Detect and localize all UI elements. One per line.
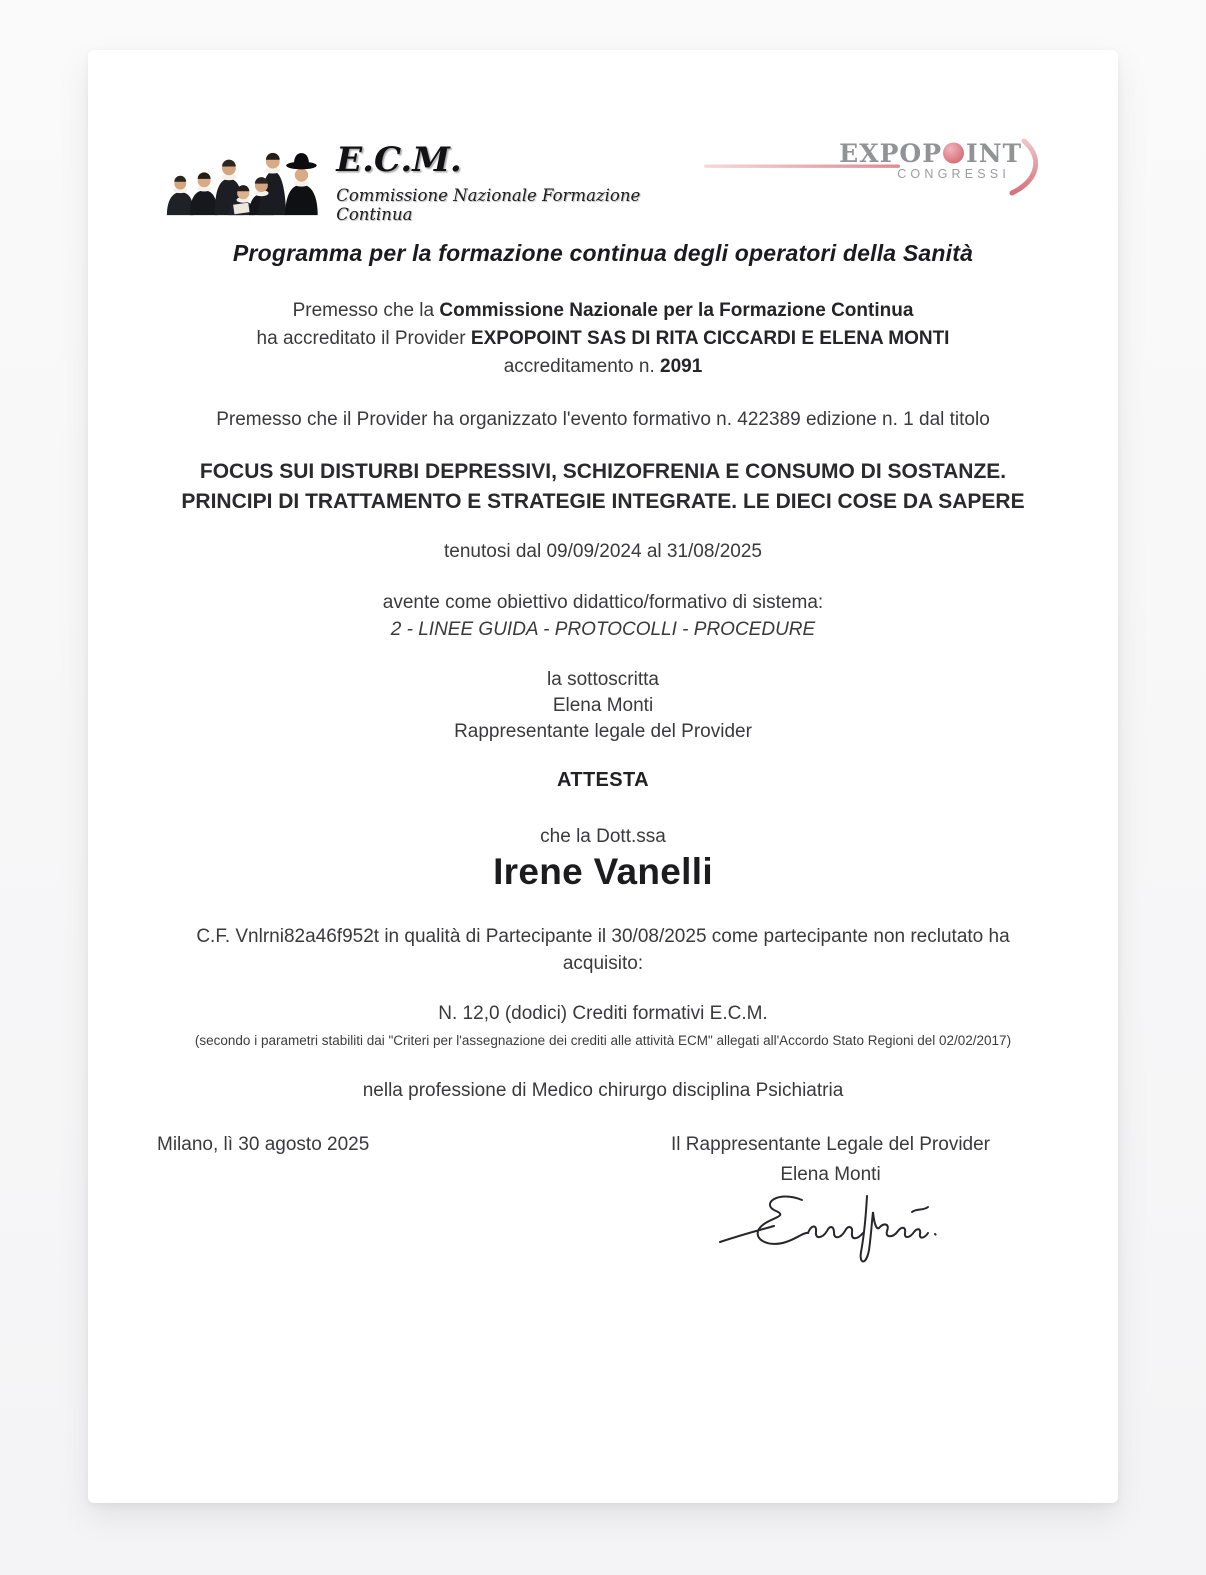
objective-value: 2 - LINEE GUIDA - PROTOCOLLI - PROCEDURE [390, 618, 816, 640]
accreditation-line-2-text: ha accreditato il Provider [256, 327, 471, 349]
declarant-intro: la sottoscritta [547, 668, 659, 690]
declarant-section [88, 667, 1118, 745]
ecm-logo [165, 135, 704, 224]
recipient-name: Irene Vanelli [493, 850, 713, 892]
accreditation-line-1 [88, 297, 1118, 325]
expopoint-dot-icon [943, 143, 964, 164]
ecm-logo-subtitle: Commissione Nazionale Formazione Continua [336, 185, 641, 224]
declarant-name: Elena Monti [552, 694, 654, 716]
place-date: Milano, lì 30 agosto 2025 [157, 1133, 370, 1155]
fiscal-code-paragraph: C.F. Vnlrni82a46f952t in qualità di Partecipante il 30/08/2025 come partecipante non reclutato ha acquisito: [196, 925, 1010, 974]
certificate-header [88, 50, 1118, 224]
signature-name: Elena Monti [780, 1163, 881, 1185]
expopoint-wordmark-right: INT [966, 139, 1023, 168]
ecm-logo-text [336, 140, 704, 224]
signature-image [716, 1184, 946, 1264]
expopoint-logo-image [704, 137, 1052, 199]
objective-section [88, 589, 1118, 643]
profession-line: nella professione di Medico chirurgo disciplina Psichiatria [362, 1079, 844, 1101]
signature-block [671, 1134, 990, 1264]
event-dates: tenutosi dal 09/09/2024 al 31/08/2025 [444, 540, 762, 562]
accreditation-line-3 [88, 353, 1118, 381]
footer-row [88, 1134, 1118, 1264]
credits-note: (secondo i parametri stabiliti dai "Criteri per l'assegnazione dei crediti alle attività ECM" allegati all'Accordo Stato Regioni del 02/02/2017) [194, 1032, 1012, 1048]
accreditation-paragraph [88, 297, 1118, 381]
credits-line: N. 12,0 (dodici) Crediti formativi E.C.M. [438, 1002, 768, 1024]
anatomy-lesson-painting-image [165, 135, 327, 217]
ecm-logo-title: E.C.M. [336, 140, 462, 180]
expopoint-congressi-label: CONGRESSI [897, 167, 1010, 181]
document-title: Programma per la formazione continua degli operatori della Sanità [232, 239, 974, 266]
accreditation-line-1-text: Premesso che la [292, 299, 440, 321]
attesta-heading: ATTESTA [556, 768, 650, 791]
recipient-label: che la Dott.ssa [540, 825, 666, 847]
accreditation-number: 2091 [660, 355, 703, 377]
accreditation-line-2 [88, 325, 1118, 353]
accreditation-line-3-text: accreditamento n. [503, 355, 661, 377]
event-title: FOCUS SUI DISTURBI DEPRESSIVI, SCHIZOFRENIA E CONSUMO DI SOSTANZE. PRINCIPI DI TRATTAMENTO E STRATEGIE INTEGRATE. LE DIECI COSE DA SAPERE [181, 459, 1025, 513]
declarant-role: Rappresentante legale del Provider [454, 720, 752, 742]
event-premise: Premesso che il Provider ha organizzato l'evento formativo n. 422389 edizione n. 1 dal titolo [216, 408, 990, 430]
certificate-page [88, 50, 1118, 1503]
expopoint-logo [704, 137, 1052, 204]
commission-name: Commissione Nazionale per la Formazione Continua [439, 299, 914, 321]
objective-label: avente come obiettivo didattico/formativo di sistema: [382, 591, 824, 613]
expopoint-wordmark-left: EXPOP [839, 139, 942, 168]
provider-name: EXPOPOINT SAS DI RITA CICCARDI E ELENA MONTI [470, 327, 950, 349]
signature-role: Il Rappresentante Legale del Provider [671, 1133, 990, 1155]
